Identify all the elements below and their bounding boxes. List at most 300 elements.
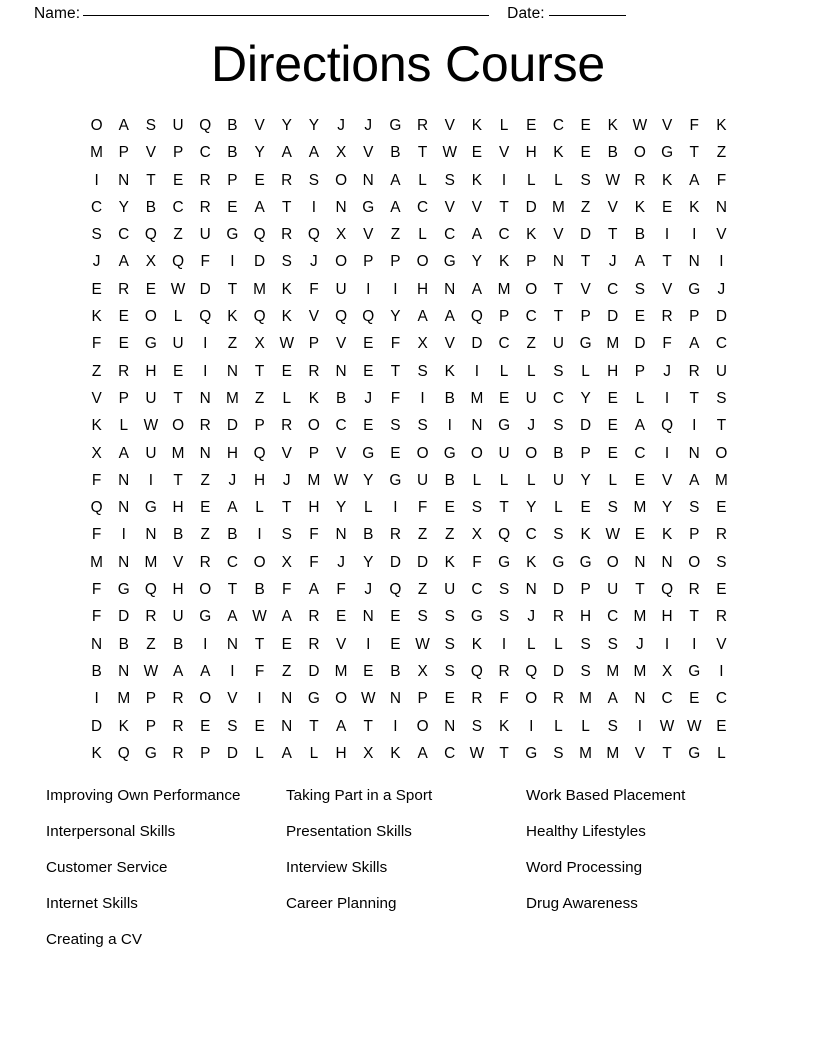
grid-cell: L bbox=[581, 362, 590, 380]
grid-cell: G bbox=[470, 608, 483, 626]
grid-cell: K bbox=[471, 635, 483, 653]
grid-cell: N bbox=[715, 198, 727, 216]
grid-cell: B bbox=[254, 581, 265, 599]
grid-cell: X bbox=[417, 662, 428, 680]
grid-cell: M bbox=[225, 389, 239, 407]
grid-cell: A bbox=[118, 444, 129, 462]
grid-cell: Q bbox=[525, 662, 538, 680]
grid-cell: Q bbox=[661, 581, 674, 599]
grid-cell: E bbox=[607, 417, 618, 435]
grid-cell: B bbox=[363, 526, 374, 544]
grid-cell: O bbox=[199, 690, 212, 708]
grid-cell: G bbox=[226, 226, 239, 244]
grid-cell: X bbox=[145, 253, 157, 271]
grid-cell: A bbox=[118, 253, 129, 271]
grid-cell: P bbox=[172, 144, 184, 162]
grid-cell: U bbox=[145, 389, 157, 407]
grid-cell: T bbox=[417, 144, 428, 162]
grid-cell: V bbox=[444, 335, 455, 353]
grid-cell: G bbox=[389, 117, 402, 134]
grid-cell: S bbox=[553, 362, 564, 380]
grid-cell: W bbox=[415, 635, 430, 653]
grid-cell: K bbox=[390, 744, 401, 762]
grid-cell: R bbox=[308, 635, 320, 653]
grid-cell: I bbox=[230, 253, 235, 271]
grid-cell: D bbox=[226, 744, 238, 762]
grid-cell: K bbox=[444, 362, 455, 380]
grid-cell: N bbox=[335, 362, 347, 380]
grid-cell: E bbox=[444, 690, 455, 708]
grid-cell: K bbox=[661, 526, 673, 544]
grid-cell: T bbox=[689, 389, 699, 407]
grid-cell: I bbox=[420, 389, 425, 407]
grid-cell: R bbox=[552, 690, 564, 708]
grid-cell: P bbox=[580, 581, 591, 599]
grid-cell: X bbox=[363, 744, 374, 762]
grid-cell: S bbox=[308, 171, 320, 189]
grid-cell: S bbox=[444, 608, 455, 626]
grid-cell: U bbox=[172, 608, 184, 626]
word-list-item[interactable]: Healthy Lifestyles bbox=[526, 823, 646, 840]
grid-cell: U bbox=[444, 581, 456, 599]
grid-cell: S bbox=[553, 526, 564, 544]
grid-cell: A bbox=[200, 662, 211, 680]
grid-cell: Q bbox=[335, 308, 348, 326]
grid-cell: I bbox=[203, 335, 208, 353]
grid-cell: J bbox=[337, 117, 345, 134]
grid-cell: S bbox=[145, 117, 157, 134]
grid-cell: K bbox=[91, 417, 102, 435]
grid-cell: H bbox=[172, 499, 184, 517]
grid-cell: E bbox=[254, 717, 265, 735]
grid-cell: E bbox=[526, 117, 537, 134]
grid-cell: V bbox=[471, 198, 483, 216]
word-list-item[interactable]: Presentation Skills bbox=[286, 823, 412, 840]
grid-cell: U bbox=[552, 471, 564, 489]
grid-cell: R bbox=[308, 362, 320, 380]
grid-cell: F bbox=[200, 253, 210, 271]
grid-cell: G bbox=[362, 444, 375, 462]
grid-cell: B bbox=[172, 635, 184, 653]
grid-cell: D bbox=[525, 198, 537, 216]
grid-cell: Z bbox=[445, 526, 455, 544]
grid-cell: O bbox=[525, 690, 538, 708]
grid-cell: I bbox=[692, 226, 697, 244]
grid-cell: K bbox=[553, 144, 564, 162]
word-list-item[interactable]: Interview Skills bbox=[286, 859, 388, 876]
grid-cell: I bbox=[664, 389, 670, 407]
grid-cell: Y bbox=[281, 117, 292, 134]
grid-cell: U bbox=[552, 335, 564, 353]
grid-cell: A bbox=[471, 280, 483, 298]
grid-cell: Y bbox=[363, 553, 374, 571]
grid-cell: X bbox=[254, 335, 265, 353]
grid-cell: B bbox=[91, 662, 102, 680]
grid-cell: L bbox=[255, 744, 264, 762]
grid-cell: E bbox=[172, 171, 184, 189]
grid-cell: C bbox=[552, 117, 564, 134]
grid-cell: J bbox=[527, 417, 536, 435]
grid-cell: R bbox=[715, 526, 727, 544]
grid-cell: X bbox=[91, 444, 102, 462]
grid-cell: E bbox=[254, 171, 265, 189]
date-input-line[interactable] bbox=[549, 15, 626, 16]
grid-cell: V bbox=[661, 471, 673, 489]
grid-cell: E bbox=[390, 635, 401, 653]
grid-cell: T bbox=[173, 471, 183, 489]
grid-cell: C bbox=[607, 280, 619, 298]
grid-cell: T bbox=[553, 280, 564, 298]
grid-cell: O bbox=[688, 553, 701, 571]
grid-cell: W bbox=[143, 662, 159, 680]
grid-cell: K bbox=[498, 717, 510, 735]
grid-cell: A bbox=[281, 744, 292, 762]
grid-cell: A bbox=[634, 417, 646, 435]
grid-cell: Q bbox=[144, 581, 157, 599]
grid-cell: O bbox=[90, 117, 103, 134]
grid-cell: I bbox=[664, 226, 670, 244]
grid-cell: E bbox=[172, 362, 184, 380]
grid-cell: I bbox=[203, 635, 208, 653]
grid-cell: I bbox=[148, 471, 154, 489]
name-input-line[interactable] bbox=[83, 15, 489, 16]
grid-cell: A bbox=[634, 253, 646, 271]
grid-cell: J bbox=[364, 389, 373, 407]
grid-cell: S bbox=[471, 717, 483, 735]
grid-cell: I bbox=[366, 280, 371, 298]
grid-cell: C bbox=[552, 389, 564, 407]
grid-cell: I bbox=[664, 444, 670, 462]
grid-cell: J bbox=[337, 553, 345, 571]
grid-cell: V bbox=[444, 198, 455, 216]
grid-cell: S bbox=[580, 662, 591, 680]
grid-cell: X bbox=[661, 662, 673, 680]
grid-cell: M bbox=[117, 690, 131, 708]
grid-cell: L bbox=[608, 471, 618, 489]
grid-cell: T bbox=[635, 581, 645, 599]
word-list-item[interactable]: Interpersonal Skills bbox=[46, 823, 176, 840]
grid-cell: S bbox=[227, 717, 238, 735]
grid-cell: T bbox=[254, 635, 265, 653]
grid-cell: I bbox=[719, 253, 724, 271]
grid-cell: E bbox=[444, 499, 455, 517]
grid-cell: Z bbox=[146, 635, 156, 653]
grid-cell: H bbox=[525, 144, 537, 162]
grid-cell: Q bbox=[199, 117, 212, 134]
grid-cell: R bbox=[688, 581, 700, 599]
grid-cell: S bbox=[498, 581, 510, 599]
grid-cell: P bbox=[145, 717, 157, 735]
grid-cell: M bbox=[633, 499, 647, 517]
grid-cell: I bbox=[366, 635, 371, 653]
grid-cell: E bbox=[145, 280, 157, 298]
word-list-item[interactable]: Drug Awareness bbox=[526, 895, 638, 912]
grid-cell: G bbox=[117, 581, 130, 599]
grid-cell: L bbox=[282, 389, 292, 407]
grid-cell: A bbox=[390, 171, 401, 189]
grid-cell: P bbox=[498, 308, 510, 326]
grid-cell: C bbox=[444, 226, 456, 244]
grid-cell: J bbox=[310, 253, 318, 271]
grid-cell: K bbox=[281, 308, 292, 326]
grid-cell: U bbox=[199, 226, 211, 244]
grid-cell: Q bbox=[470, 308, 483, 326]
grid-cell: C bbox=[444, 744, 456, 762]
grid-cell: I bbox=[393, 280, 398, 298]
grid-cell: M bbox=[253, 280, 266, 298]
grid-cell: D bbox=[552, 662, 564, 680]
grid-cell: V bbox=[281, 444, 292, 462]
grid-cell: Y bbox=[254, 144, 265, 162]
grid-cell: E bbox=[716, 581, 727, 599]
grid-cell: B bbox=[444, 389, 455, 407]
grid-cell: E bbox=[200, 499, 211, 517]
grid-cell: W bbox=[605, 171, 620, 189]
grid-cell: E bbox=[118, 308, 129, 326]
grid-cell: H bbox=[145, 362, 157, 380]
word-list-item[interactable]: Word Processing bbox=[526, 859, 643, 876]
grid-cell: E bbox=[281, 362, 292, 380]
grid-cell: R bbox=[417, 117, 429, 134]
grid-cell: V bbox=[661, 117, 673, 134]
grid-cell: T bbox=[662, 253, 672, 271]
grid-cell: K bbox=[607, 117, 618, 134]
grid-cell: F bbox=[662, 335, 672, 353]
grid-cell: B bbox=[390, 144, 401, 162]
grid-cell: N bbox=[661, 553, 673, 571]
grid-cell: C bbox=[525, 526, 537, 544]
word-list-item[interactable]: Customer Service bbox=[46, 859, 168, 876]
grid-cell: W bbox=[686, 717, 702, 735]
grid-cell: G bbox=[579, 553, 592, 571]
grid-cell: K bbox=[689, 198, 700, 216]
grid-cell: D bbox=[580, 417, 592, 435]
grid-cell: N bbox=[634, 690, 646, 708]
grid-cell: Q bbox=[144, 226, 157, 244]
grid-cell: S bbox=[607, 499, 618, 517]
grid-cell: C bbox=[417, 198, 429, 216]
grid-cell: D bbox=[308, 662, 320, 680]
grid-cell: G bbox=[389, 471, 402, 489]
grid-cell: C bbox=[498, 226, 510, 244]
grid-cell: C bbox=[91, 198, 103, 216]
grid-cell: W bbox=[170, 280, 186, 298]
grid-cell: Z bbox=[200, 526, 210, 544]
grid-cell: D bbox=[91, 717, 103, 735]
grid-cell: F bbox=[91, 471, 102, 489]
word-list-item[interactable]: Career Planning bbox=[286, 895, 397, 912]
grid-cell: T bbox=[608, 226, 618, 244]
word-list-item[interactable]: Internet Skills bbox=[46, 895, 138, 912]
grid-cell: E bbox=[634, 308, 646, 326]
grid-cell: I bbox=[501, 635, 507, 653]
grid-cell: R bbox=[199, 417, 211, 435]
grid-cell: I bbox=[637, 717, 643, 735]
grid-cell: P bbox=[580, 308, 591, 326]
grid-cell: S bbox=[281, 253, 292, 271]
grid-cell: W bbox=[360, 690, 376, 708]
grid-cell: P bbox=[254, 417, 265, 435]
grid-cell: J bbox=[663, 362, 671, 380]
grid-cell: C bbox=[634, 444, 646, 462]
grid-cell: R bbox=[634, 171, 646, 189]
grid-cell: T bbox=[499, 499, 509, 517]
grid-cell: O bbox=[335, 690, 348, 708]
grid-cell: A bbox=[471, 226, 483, 244]
grid-cell: K bbox=[580, 526, 591, 544]
grid-cell: A bbox=[281, 144, 292, 162]
grid-cell: D bbox=[607, 308, 619, 326]
grid-cell: E bbox=[716, 499, 727, 517]
grid-cell: V bbox=[716, 226, 727, 244]
grid-cell: R bbox=[199, 553, 211, 571]
grid-cell: S bbox=[607, 717, 618, 735]
grid-cell: J bbox=[282, 471, 291, 489]
word-list-item[interactable]: Work Based Placement bbox=[526, 787, 686, 804]
grid-cell: A bbox=[227, 499, 238, 517]
grid-cell: T bbox=[282, 499, 292, 517]
grid-cell: V bbox=[498, 144, 510, 162]
grid-cell: G bbox=[144, 499, 157, 517]
grid-cell: K bbox=[118, 717, 129, 735]
grid-cell: E bbox=[607, 389, 618, 407]
grid-cell: V bbox=[145, 144, 157, 162]
grid-cell: O bbox=[470, 444, 483, 462]
grid-cell: Y bbox=[335, 499, 347, 517]
grid-cell: N bbox=[444, 280, 456, 298]
grid-cell: H bbox=[226, 444, 238, 462]
grid-cell: E bbox=[471, 144, 483, 162]
grid-cell: G bbox=[443, 444, 456, 462]
grid-cell: A bbox=[417, 744, 428, 762]
grid-cell: F bbox=[336, 581, 346, 599]
grid-cell: N bbox=[362, 171, 374, 189]
grid-cell: B bbox=[145, 198, 157, 216]
grid-cell: L bbox=[554, 635, 563, 653]
grid-cell: G bbox=[688, 280, 701, 298]
grid-cell: T bbox=[282, 198, 292, 216]
grid-cell: C bbox=[525, 308, 537, 326]
grid-cell: R bbox=[389, 526, 401, 544]
grid-cell: T bbox=[363, 717, 373, 735]
grid-cell: C bbox=[471, 581, 483, 599]
grid-cell: W bbox=[442, 144, 457, 162]
grid-cell: O bbox=[307, 417, 320, 435]
grid-cell: D bbox=[226, 417, 238, 435]
grid-cell: X bbox=[281, 553, 292, 571]
grid-cell: I bbox=[664, 635, 670, 653]
grid-cell: Q bbox=[172, 253, 185, 271]
grid-cell: Z bbox=[200, 471, 210, 489]
grid-cell: O bbox=[253, 553, 266, 571]
grid-cell: N bbox=[688, 253, 700, 271]
grid-cell: Q bbox=[470, 662, 483, 680]
grid-cell: S bbox=[634, 280, 646, 298]
grid-cell: D bbox=[199, 280, 211, 298]
grid-cell: W bbox=[279, 335, 294, 353]
grid-cell: N bbox=[118, 553, 130, 571]
grid-cell: Y bbox=[308, 117, 320, 134]
grid-cell: F bbox=[282, 581, 292, 599]
grid-cell: I bbox=[447, 417, 452, 435]
grid-cell: P bbox=[308, 335, 320, 353]
word-list-item[interactable]: Taking Part in a Sport bbox=[286, 787, 433, 804]
grid-cell: T bbox=[173, 389, 183, 407]
word-list-item[interactable]: Creating a CV bbox=[46, 931, 143, 948]
grid-cell: P bbox=[200, 744, 211, 762]
word-list-item[interactable]: Improving Own Performance bbox=[46, 787, 241, 804]
grid-cell: E bbox=[689, 690, 700, 708]
grid-cell: R bbox=[172, 717, 184, 735]
grid-cell: Q bbox=[389, 581, 402, 599]
grid-cell: R bbox=[281, 226, 293, 244]
grid-cell: W bbox=[252, 608, 267, 626]
grid-cell: V bbox=[607, 198, 618, 216]
grid-cell: K bbox=[91, 308, 102, 326]
grid-cell: S bbox=[444, 171, 455, 189]
grid-cell: R bbox=[498, 662, 510, 680]
grid-cell: P bbox=[118, 144, 129, 162]
grid-cell: L bbox=[418, 171, 427, 189]
grid-cell: R bbox=[661, 308, 673, 326]
grid-cell: U bbox=[172, 117, 184, 134]
grid-cell: V bbox=[254, 117, 265, 134]
grid-cell: L bbox=[526, 171, 536, 189]
grid-cell: S bbox=[498, 608, 510, 626]
grid-cell: S bbox=[580, 635, 591, 653]
grid-cell: N bbox=[199, 389, 211, 407]
grid-cell: R bbox=[715, 608, 727, 626]
grid-cell: T bbox=[662, 744, 672, 762]
grid-cell: V bbox=[363, 144, 374, 162]
grid-cell: T bbox=[580, 253, 591, 271]
grid-cell: Q bbox=[117, 744, 130, 762]
grid-cell: I bbox=[501, 171, 507, 189]
grid-cell: N bbox=[335, 198, 347, 216]
grid-cell: V bbox=[444, 117, 455, 134]
grid-cell: N bbox=[91, 635, 103, 653]
grid-cell: K bbox=[634, 198, 646, 216]
grid-cell: U bbox=[715, 362, 727, 380]
grid-cell: I bbox=[94, 690, 99, 708]
grid-cell: E bbox=[227, 198, 238, 216]
grid-cell: O bbox=[335, 171, 348, 189]
grid-cell: K bbox=[526, 553, 537, 571]
grid-cell: G bbox=[498, 417, 511, 435]
grid-cell: T bbox=[227, 581, 238, 599]
grid-cell: P bbox=[363, 253, 374, 271]
grid-cell: L bbox=[363, 499, 373, 517]
grid-cell: Q bbox=[253, 308, 266, 326]
grid-cell: T bbox=[689, 608, 699, 626]
grid-cell: G bbox=[579, 335, 592, 353]
grid-cell: S bbox=[444, 662, 455, 680]
grid-cell: P bbox=[417, 690, 428, 708]
grid-cell: V bbox=[363, 226, 374, 244]
grid-cell: P bbox=[145, 690, 157, 708]
grid-cell: H bbox=[254, 471, 266, 489]
grid-cell: E bbox=[281, 635, 292, 653]
grid-cell: Y bbox=[526, 499, 537, 517]
grid-cell: Z bbox=[227, 335, 238, 353]
grid-cell: B bbox=[172, 526, 184, 544]
grid-cell: J bbox=[228, 471, 237, 489]
grid-cell: O bbox=[416, 717, 429, 735]
grid-cell: S bbox=[281, 526, 292, 544]
grid-cell: J bbox=[364, 117, 373, 134]
grid-cell: C bbox=[199, 144, 211, 162]
grid-cell: M bbox=[90, 553, 103, 571]
